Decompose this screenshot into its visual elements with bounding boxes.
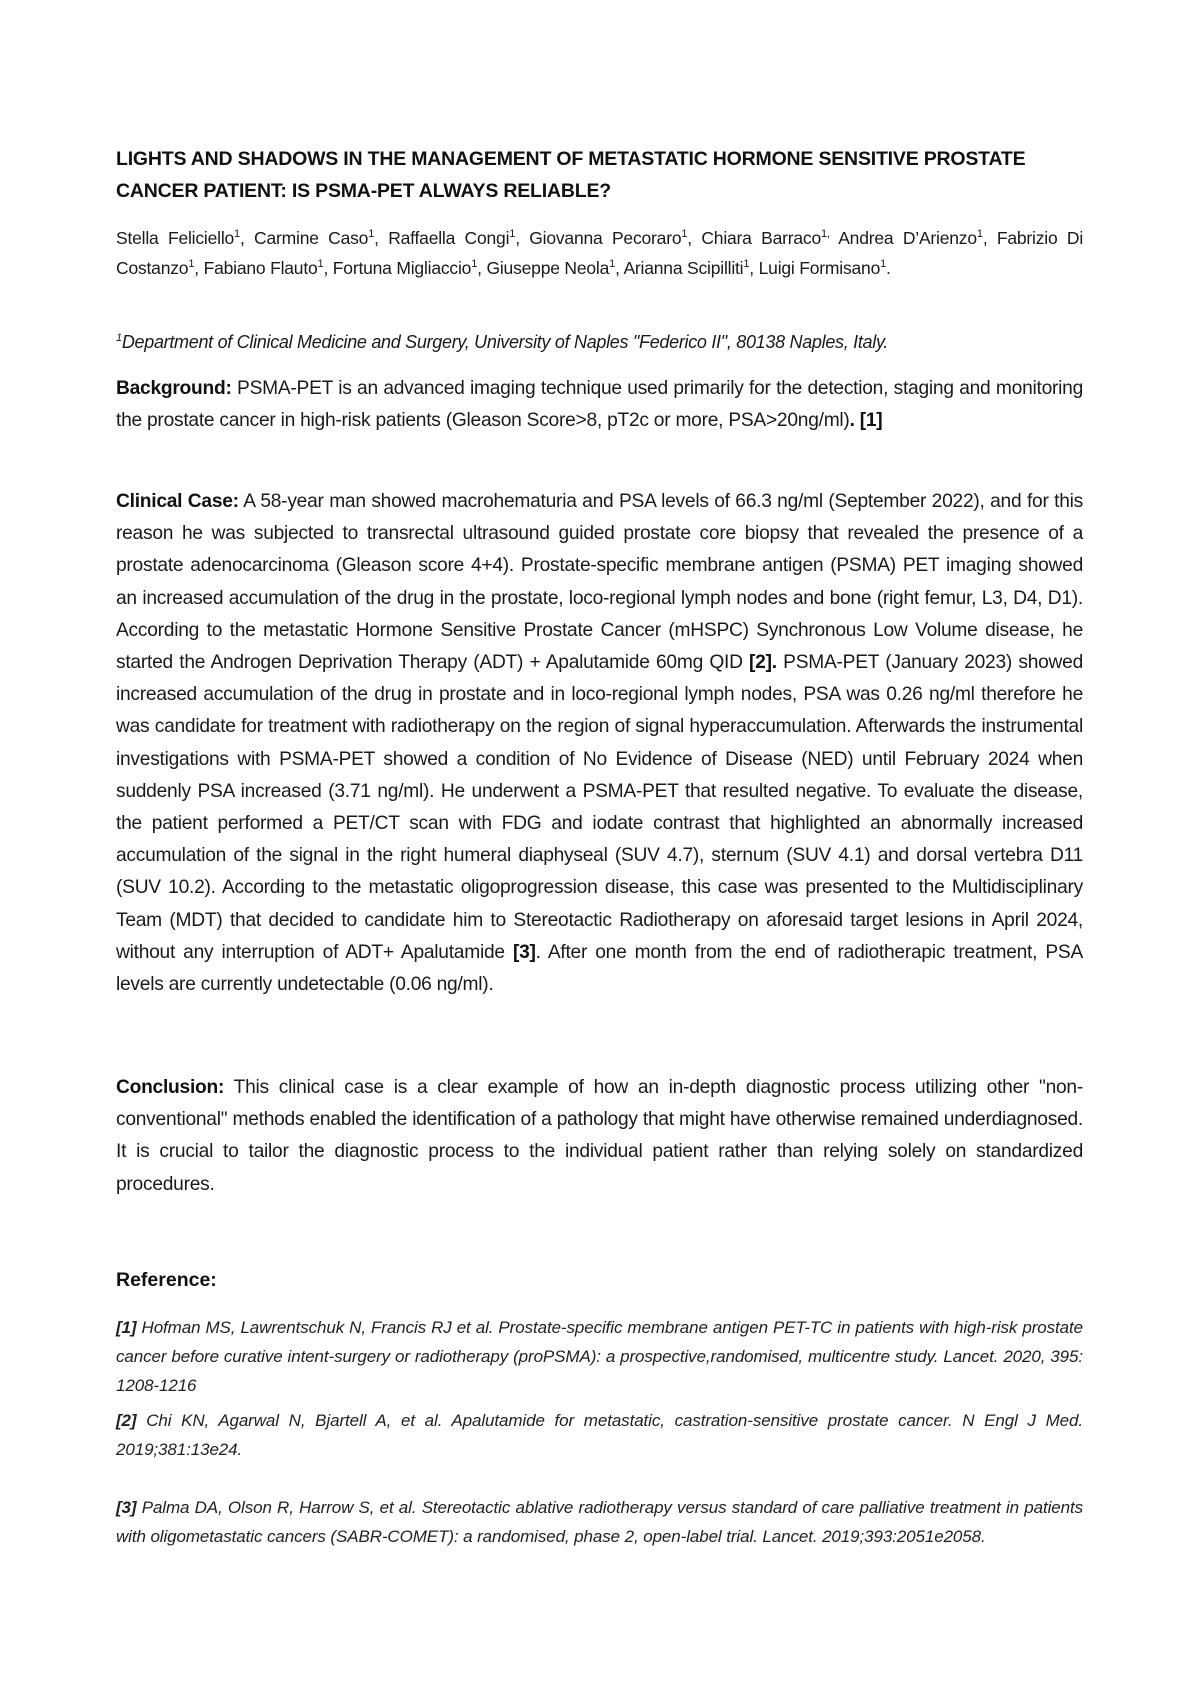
- author: Fabiano Flauto$^1$,: [203, 258, 333, 278]
- author: Fortuna Migliaccio$^1$,: [332, 258, 487, 278]
- background-section: Background: PSMA-PET is an advanced imaging technique used primarily for the detection, staging and monitoring the prostate cancer in high-risk patients (Gleason Score>8, pT2c or more, PSA>20ng/ml). [1]: [116, 378, 1083, 432]
- author: Carmine Caso$^1$,: [254, 228, 389, 248]
- citation-3: [3]: [512, 941, 536, 963]
- author-list: [116, 223, 1083, 283]
- citation-2: [2].: [749, 652, 777, 674]
- author: Chiara Barraco$^{1,}$: [701, 228, 830, 248]
- reference-item: [2] Chi KN, Agarwal N, Bjartell A, et al. Apalutamide for metastatic, castration-sensitive prostate cancer. N Engl J Med. 2019;381:13e24.: [116, 1411, 1083, 1459]
- reference-item: [1] Hofman MS, Lawrentschuk N, Francis RJ et al. Prostate-specific membrane antigen PET-TC in patients with high-risk prostate cancer before curative intent-surgery or radiotherapy (proPSMA): a prospective,randomised, multicentre study. Lancet. 2020, 395: 1208-1216: [116, 1318, 1083, 1395]
- citation-1: . [1]: [849, 410, 883, 432]
- author: Fabrizio Di Costanzo$^1$,: [116, 228, 1084, 278]
- reference-item: [3] Palma DA, Olson R, Harrow S, et al. Stereotactic ablative radiotherapy versus standard of care palliative treatment in patients with oligometastatic cancers (SABR-COMET): a randomised, phase 2, open-label trial. Lancet. 2019;393:2051e2058.: [116, 1498, 1083, 1546]
- conclusion-label: Conclusion:: [116, 1077, 225, 1098]
- clinical-case-section: Clinical Case: A 58-year man showed macrohematuria and PSA levels of 66.3 ng/ml (September 2022), and for this reason he was subjected to transrectal ultrasound guided prostate core biopsy that revealed the presence of a prostate adenocarcinoma (Gleason score 4+4). Prostate-specific membrane antigen (PSMA) PET imaging showed an increased accumulation of the drug in the prostate, loco-regional lymph nodes and bone (right femur, L3, D4, D1). According to the metastatic Hormone Sensitive Prostate Cancer (mHSPC) Synchronous Low Volume disease, he started the Androgen Deprivation Therapy (ADT) + Apalutamide 60mg QID [2]. PSMA-PET (January 2023) showed increased accumulation of the drug in prostate and in loco-regional lymph nodes, PSA was 0.26 ng/ml therefore he was candidate for treatment with radiotherapy on the region of signal hyperaccumulation. Afterwards the instrumental investigations with PSMA-PET showed a condition of No Evidence of Disease (NED) until February 2024 when suddenly PSA increased (3.71 ng/ml). He underwent a PSMA-PET that resulted negative. To evaluate the disease, the patient performed a PET/CT scan with FDG and iodate contrast that highlighted an abnormally increased accumulation of the signal in the right humeral diaphyseal (SUV 4.7), sternum (SUV 4.1) and dorsal vertebra D11 (SUV 10.2). According to the metastatic oligoprogression disease, this case was presented to the Multidisciplinary Team (MDT) that decided to candidate him to Stereotactic Radiotherapy on aforesaid target lesions in April 2024, without any interruption of ADT+ Apalutamide [3]. After one month from the end of radiotherapic treatment, PSA levels are currently undetectable (0.06 ng/ml).: [116, 491, 1084, 996]
- author: Andrea D’Arienzo$^1$,: [838, 228, 997, 248]
- affiliation: $^1$Department of Clinical Medicine and Surgery, University of Naples "Federico II", 80138 Naples, Italy.: [116, 332, 889, 352]
- author: Arianna Scipilliti$^1$,: [623, 258, 759, 278]
- author: Luigi Formisano$^1$.: [758, 258, 891, 278]
- background-label: Background:: [116, 378, 232, 399]
- author: Raffaella Congi$^1$,: [388, 228, 530, 248]
- author: Giuseppe Neola$^1$,: [486, 258, 624, 278]
- conclusion-section: Conclusion: This clinical case is a clear example of how an in-depth diagnostic process utilizing other "non-conventional" methods enabled the identification of a pathology that might have otherwise remained underdiagnosed. It is crucial to tailor the diagnostic process to the individual patient rather than relying solely on standardized procedures.: [116, 1077, 1083, 1195]
- references-heading: Reference:: [116, 1269, 217, 1291]
- paper-title: LIGHTS AND SHADOWS IN THE MANAGEMENT OF METASTATIC HORMONE SENSITIVE PROSTATE CANCER PATIENT: IS PSMA-PET ALWAYS RELIABLE?: [116, 148, 1026, 202]
- author: Stella Feliciello$^1$,: [116, 228, 255, 248]
- author: Giovanna Pecoraro$^1$,: [529, 228, 702, 248]
- clinical-case-label: Clinical Case:: [116, 491, 239, 512]
